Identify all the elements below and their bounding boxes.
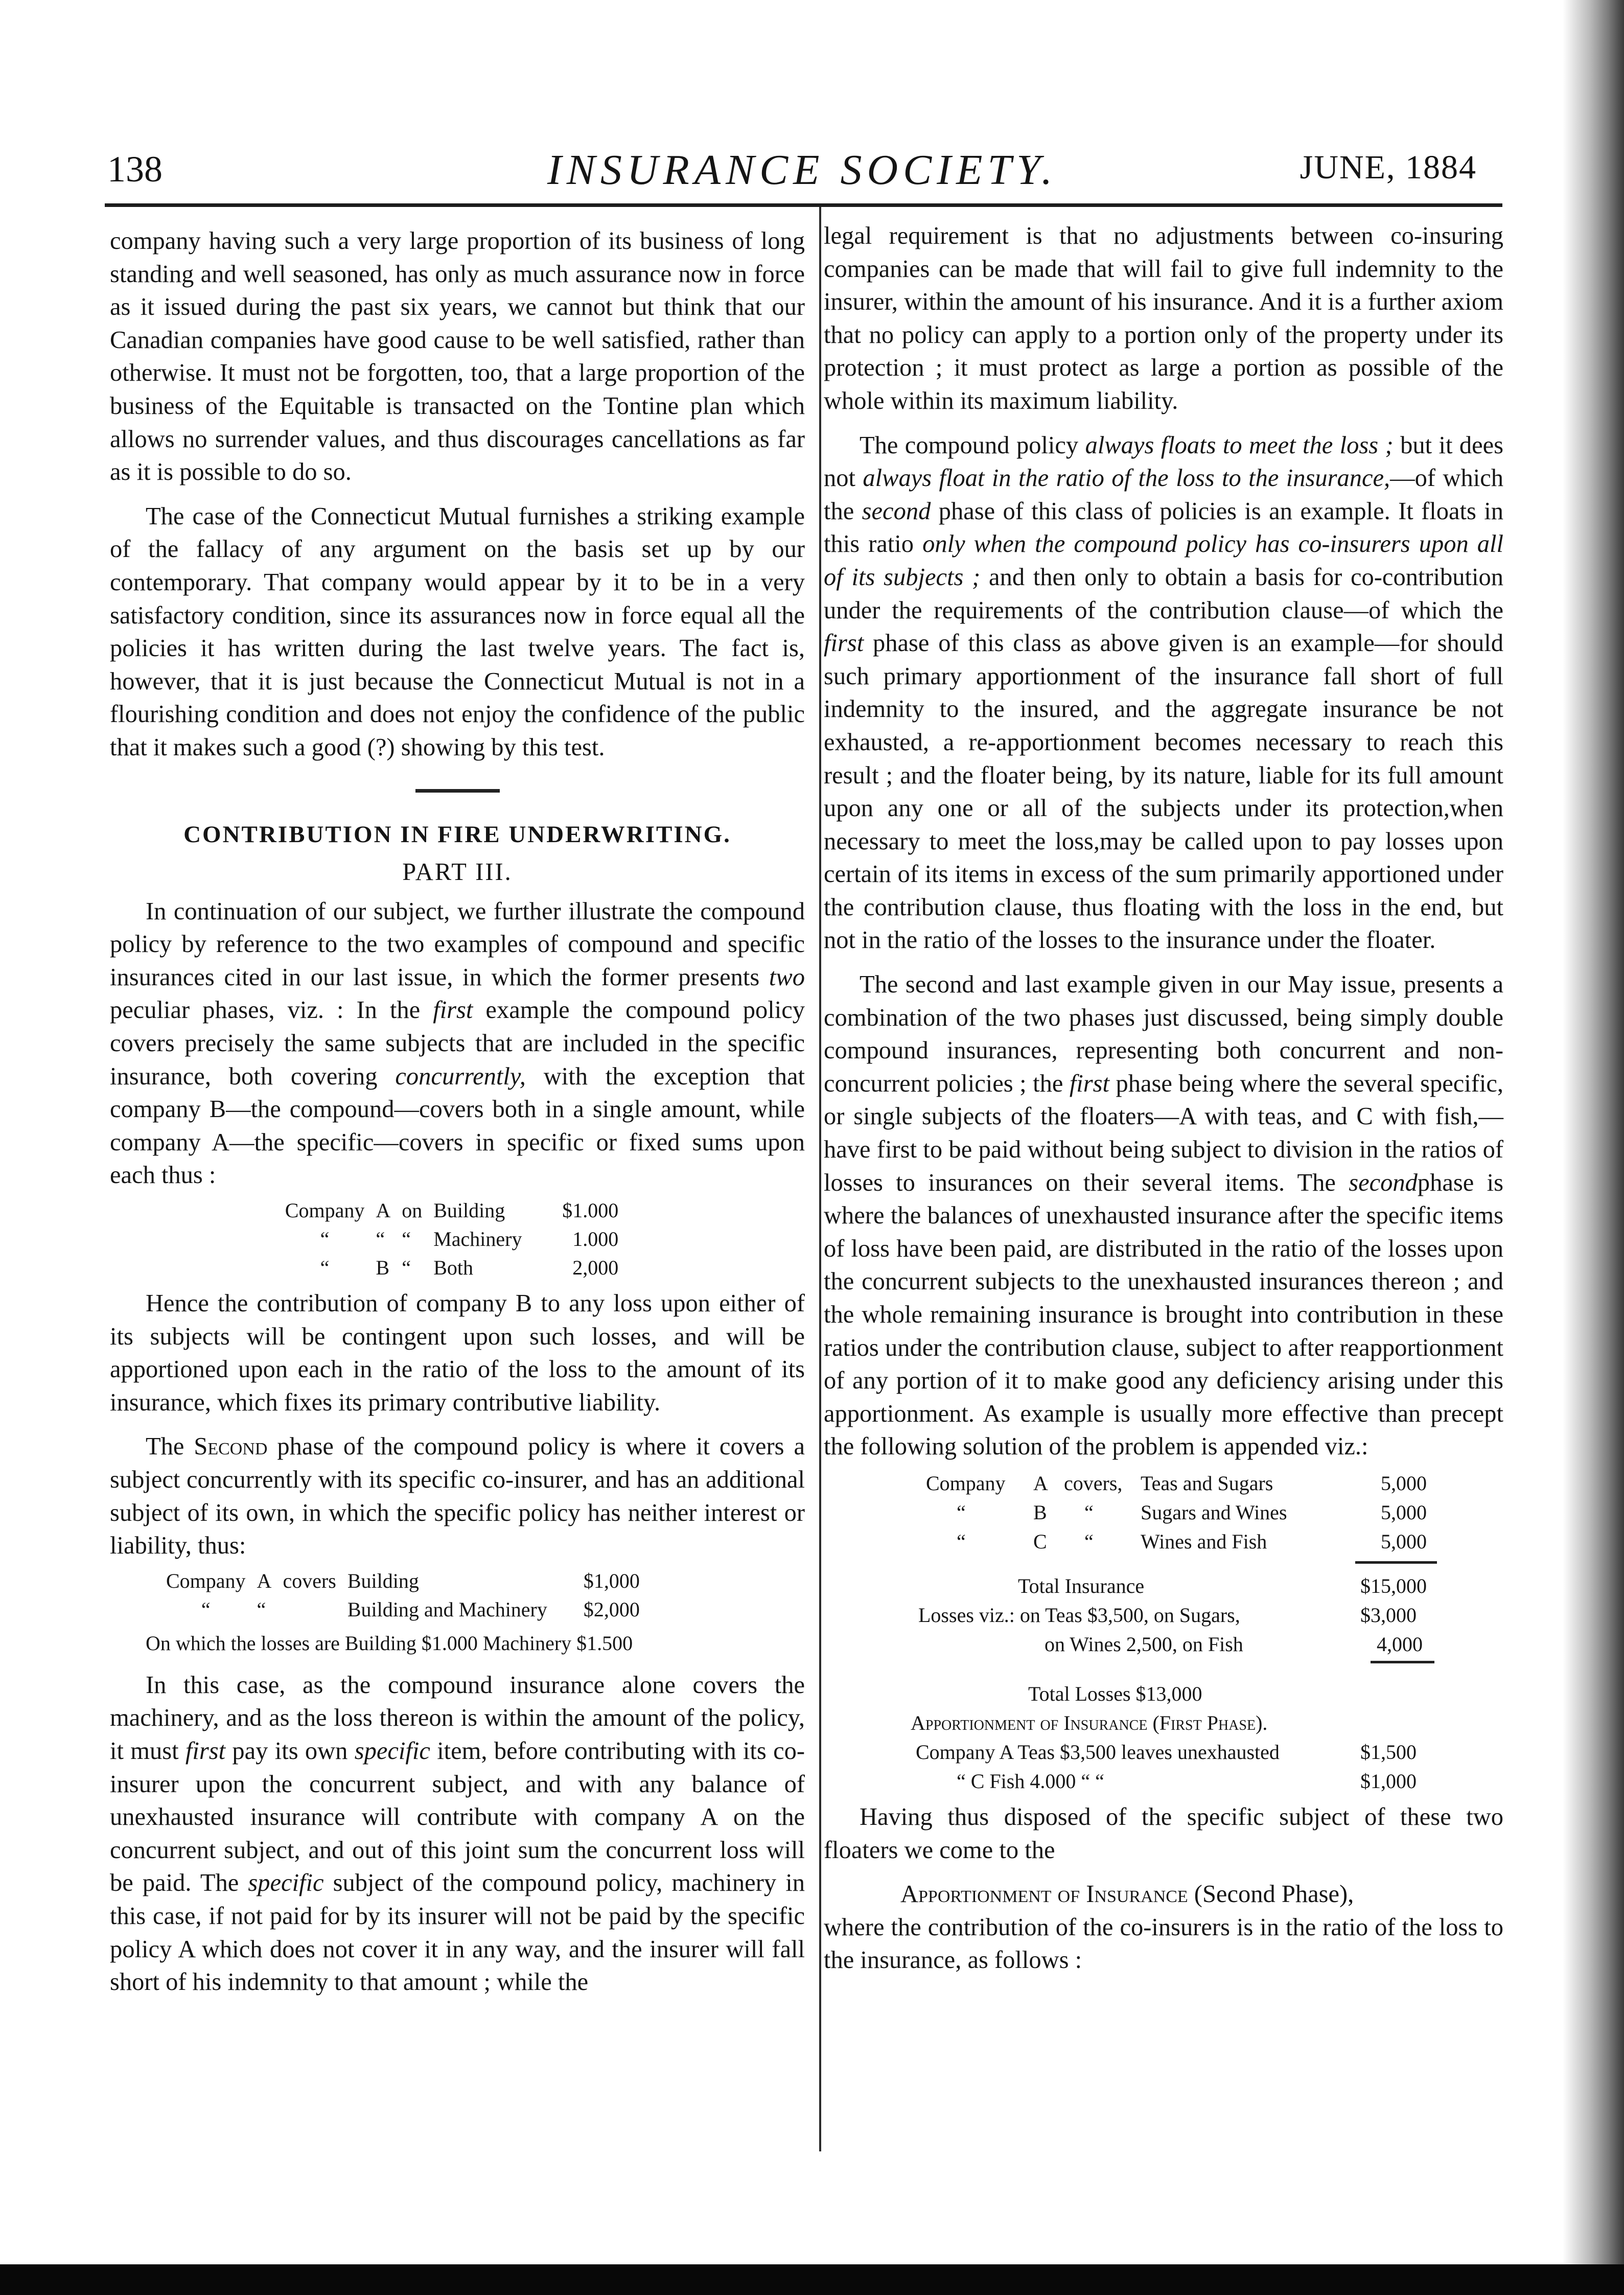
issue-date: JUNE, 1884 <box>1300 149 1477 186</box>
table-row: “ “ “ Machinery 1.000 <box>320 1227 619 1251</box>
table-row: Company A on Building $1.000 <box>285 1199 619 1222</box>
left-paragraph-1: company having such a very large proportion of its business of long standing and well seasoned, has only as much assurance now in force as it issued during the past six years, we cannot but think that our Canadian companies have good cause to be well satisfied, rather than otherwise. It must not be forgotten, too, that a large proportion of the business of the Equitable is transacted on the Tontine plan which allows no surrender values, and thus discourages cancellations as far as it is possible to do so. <box>110 227 805 486</box>
right-paragraph-2: The compound policy always floats to meet the loss ; but it dees not always float in the ratio of the loss to the insurance,—of which the second phase of this class of policies is an example. It floats in this ratio only when the compound policy has co-insurers upon all of its subjects ; and then only to obtain a basis for co-contribution under the requirements of the contribution clause—of which the first phase of this class as above given is an example—for should such primary apportionment of the insurance fall short of full indemnity to the insured, and the aggregate insurance be not exhausted, a re-apportionment becomes necessary to reach this result ; and the floater being, by its nature, liable for its full amount upon any one or all of the subjects under its protection,when necessary to meet the loss,may be called upon to pay losses upon certain of its items in excess of the sum primarily apportioned under the contribution clause, thus floating with the loss in the end, but not in the ratio of the losses to the insurance under the floater. <box>824 431 1504 954</box>
table-row: “ B “ Sugars and Wines 5,000 <box>957 1500 1427 1524</box>
right-column <box>824 220 1503 1977</box>
table-row: “ “ Building and Machinery $2,000 <box>201 1597 640 1621</box>
apportion-row: “ C Fish 4.000 “ “ $1,000 <box>957 1769 1417 1793</box>
left-paragraph-6: In this case, as the compound insurance alone covers the machinery, and as the loss thereon is within the amount of the policy, it must first pay its own specific item, before contributing with its co-insurer upon the concurrent subject, and with any balance of unexhausted insurance will contribute with company A on the concurrent subject, and out of this joint sum the concurrent loss will be paid. The specific subject of the compound policy, machinery in this case, if not paid for by its insurer will not be paid by the specific policy A which does not cover it in any way, and the insurer will fall short of his indemnity to that amount ; while the <box>110 1671 805 1996</box>
total-insurance-row: Total Insurance $15,000 <box>1018 1574 1427 1597</box>
left-paragraph-3: In continuation of our subject, we further illustrate the compound policy by reference to the two examples of compound and specific insurances cited in our last issue, in which the former presents two peculiar phases, viz. : In the first example the compound policy covers precisely the same subjects that are included in the specific insurance, both covering concurrently, with the exception that company B—the compound—covers both in a single amount, while company A—the specific—covers in specific or fixed sums upon each thus : <box>110 897 805 1189</box>
table-row: Company A covers Building $1,000 <box>166 1569 640 1592</box>
losses-row-2: on Wines 2,500, on Fish 4,000 <box>1045 1632 1423 1656</box>
sum-rule <box>1371 1661 1434 1663</box>
losses-row-1: Losses viz.: on Teas $3,500, on Sugars, $3,000 <box>918 1603 1417 1627</box>
example-table-2 <box>166 1567 651 1624</box>
left-column <box>110 225 805 1999</box>
apportionment-first-heading: Apportionment of Insurance (First Phase). <box>911 1711 1268 1734</box>
example-table-1 <box>285 1196 630 1282</box>
sum-rule <box>1355 1561 1437 1564</box>
table-row: “ C “ Wines and Fish 5,000 <box>957 1529 1427 1553</box>
left-paragraph-2: The case of the Connecticut Mutual furnishes a striking example of the fallacy of any argument on the basis set up by our contemporary. That company would appear by it to be in a very satisfactory condition, since its assurances now in force equal all the policies it has written during the last twelve years. The fact is, however, that it is just because the Connecticut Mutual is not in a flourishing condition and does not enjoy the confidence of the public that it makes such a good (?) showing by this test. <box>110 502 805 761</box>
sum-rule-row <box>824 1659 1503 1679</box>
total-losses-row: Total Losses $13,000 <box>1028 1682 1202 1705</box>
page-edge-shadow <box>1563 0 1624 2295</box>
apportionment-second-heading: Apportionment of Insurance (Second Phase), <box>900 1881 1354 1908</box>
right-paragraph-5: where the contribution of the co-insurers is in the ratio of the loss to the insurance, as follows : <box>824 1913 1503 1974</box>
table-row: “ B “ Both 2,000 <box>320 1256 619 1280</box>
right-paragraph-4: Having thus disposed of the specific subject of these two floaters we come to the <box>824 1803 1503 1864</box>
page-header <box>107 138 1497 194</box>
sum-rule-row <box>824 1556 1503 1571</box>
table-2-note: On which the losses are Building $1.000 Machinery $1.500 <box>146 1631 633 1655</box>
section-separator <box>415 789 500 793</box>
header-rule <box>105 203 1502 207</box>
right-paragraph-3: The second and last example given in our May issue, presents a combination of the two phases just discussed, being simply double compound insurances, representing both concurrent and non-concurrent policies ; the first phase being where the several specific, or single subjects of the floaters—A with teas, and C with fish,—have first to be paid without being subject to division in the ratios of losses to insurances on their several items. The secondphase is where the balances of unexhausted insurance after the specific items of loss have been paid, are distributed in the ratio of the losses upon the concurrent subjects to the unexhausted insurances thereon ; and the whole remaining insurance is brought into contribution in these ratios under the contribution clause, subject to after reapportionment of any portion of it to make good any deficiency arising under this apportionment. As example is usually more effective than precept the following solution of the problem is appended viz.: <box>824 971 1504 1461</box>
apportion-row: Company A Teas $3,500 leaves unexhausted $1,500 <box>916 1740 1417 1764</box>
left-paragraph-4: Hence the contribution of company B to any loss upon either of its subjects will be contingent upon such losses, and will be apportioned upon each in the ratio of the loss to the amount of its insurance, which fixes its primary contributive liability. <box>110 1290 805 1416</box>
page-number: 138 <box>107 149 163 190</box>
example-table-3 <box>824 1469 1503 1796</box>
journal-title: INSURANCE SOCIETY. <box>547 146 1058 194</box>
left-paragraph-5: The Second phase of the compound policy is where it covers a subject concurrently with its specific co-insurer, and has an additional subject of its own, in which the specific policy has neither interest or liability, thus: <box>110 1433 805 1560</box>
section-title: CONTRIBUTION IN FIRE UNDERWRITING. <box>183 821 731 848</box>
scan-bottom-border <box>0 2264 1624 2295</box>
part-title: PART III. <box>402 859 513 886</box>
column-divider <box>819 207 821 2151</box>
table-row: Company A covers, Teas and Sugars 5,000 <box>926 1471 1427 1495</box>
right-paragraph-1: legal requirement is that no adjustments between co-insuring companies can be made that will fail to give full indemnity to the insurer, within the amount of his insurance. And it is a further axiom that no policy can apply to a portion only of the property under its protection ; it must protect as large a portion as possible of the whole within its maximum liability. <box>824 222 1503 414</box>
